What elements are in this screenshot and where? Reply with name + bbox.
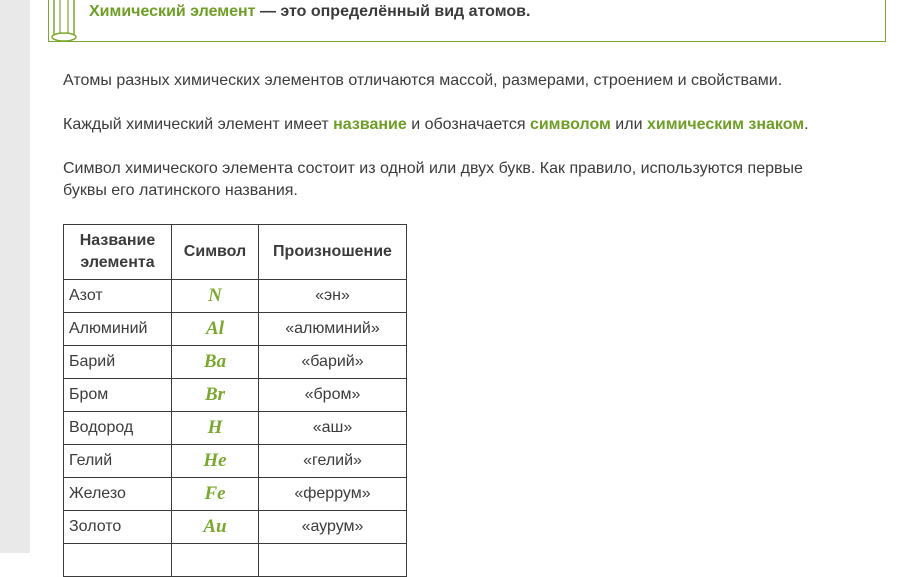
element-symbol-cell: Au [172, 511, 259, 544]
header-line: Название [79, 232, 156, 249]
element-name-cell: Бром [64, 379, 172, 412]
header-line: элемента [80, 254, 155, 271]
element-symbol-cell: N [172, 280, 259, 313]
element-name-cell [64, 544, 172, 577]
element-symbol-cell: Ba [172, 346, 259, 379]
element-pronunciation-cell: «эн» [259, 280, 407, 313]
element-pronunciation-cell: «алюминий» [259, 313, 407, 346]
paragraph-text: Каждый химический элемент имеет [63, 116, 334, 133]
elements-table [63, 224, 407, 577]
paragraph-naming [63, 114, 883, 136]
highlight-symbol: символом [529, 116, 611, 133]
paragraph-symbol-rule [63, 158, 883, 202]
element-symbol-cell [172, 544, 259, 577]
paragraph-atoms: Атомы разных химических элементов отличаются массой, размерами, строением и свойствами. [63, 72, 783, 89]
definition-text [89, 3, 530, 21]
table-row [64, 544, 407, 577]
table-row [64, 313, 407, 346]
header-element-name [64, 225, 172, 280]
element-pronunciation-cell [259, 544, 407, 577]
element-pronunciation-cell: «аурум» [259, 511, 407, 544]
element-name-cell: Золото [64, 511, 172, 544]
paragraph-line: Символ химического элемента состоит из одной или двух букв. Как правило, используются первые [63, 160, 803, 177]
table-row [64, 346, 407, 379]
element-symbol-cell: Br [172, 379, 259, 412]
paragraph-text: . [804, 116, 809, 133]
element-symbol-cell: H [172, 412, 259, 445]
table-row [64, 379, 407, 412]
element-pronunciation-cell: «барий» [259, 346, 407, 379]
element-symbol-cell: Fe [172, 478, 259, 511]
table-header-row [64, 225, 407, 280]
table-body [64, 280, 407, 577]
element-pronunciation-cell: «бром» [259, 379, 407, 412]
definition-rest: — это определённый вид атомов. [255, 3, 531, 20]
element-pronunciation-cell: «феррум» [259, 478, 407, 511]
table-row [64, 280, 407, 313]
definition-box [48, 0, 886, 42]
header-pronunciation: Произношение [259, 225, 407, 280]
paragraph-text: и обозначается [406, 116, 530, 133]
element-pronunciation-cell: «гелий» [259, 445, 407, 478]
highlight-chemical-sign: химическим знаком [646, 116, 805, 133]
element-name-cell: Водород [64, 412, 172, 445]
table-row [64, 445, 407, 478]
element-pronunciation-cell: «аш» [259, 412, 407, 445]
table-row [64, 412, 407, 445]
element-name-cell: Барий [64, 346, 172, 379]
paragraph-text: или [610, 116, 647, 133]
element-name-cell: Железо [64, 478, 172, 511]
element-symbol-cell: Al [172, 313, 259, 346]
highlight-name: название [333, 116, 407, 133]
header-symbol: Символ [172, 225, 259, 280]
table-row [64, 511, 407, 544]
scroll-icon [51, 0, 77, 42]
definition-term: Химический элемент [89, 3, 256, 20]
element-name-cell: Азот [64, 280, 172, 313]
paragraph-line: буквы его латинского названия. [63, 182, 298, 199]
element-name-cell: Гелий [64, 445, 172, 478]
left-margin-strip [0, 0, 30, 553]
table-row [64, 478, 407, 511]
element-name-cell: Алюминий [64, 313, 172, 346]
element-symbol-cell: He [172, 445, 259, 478]
